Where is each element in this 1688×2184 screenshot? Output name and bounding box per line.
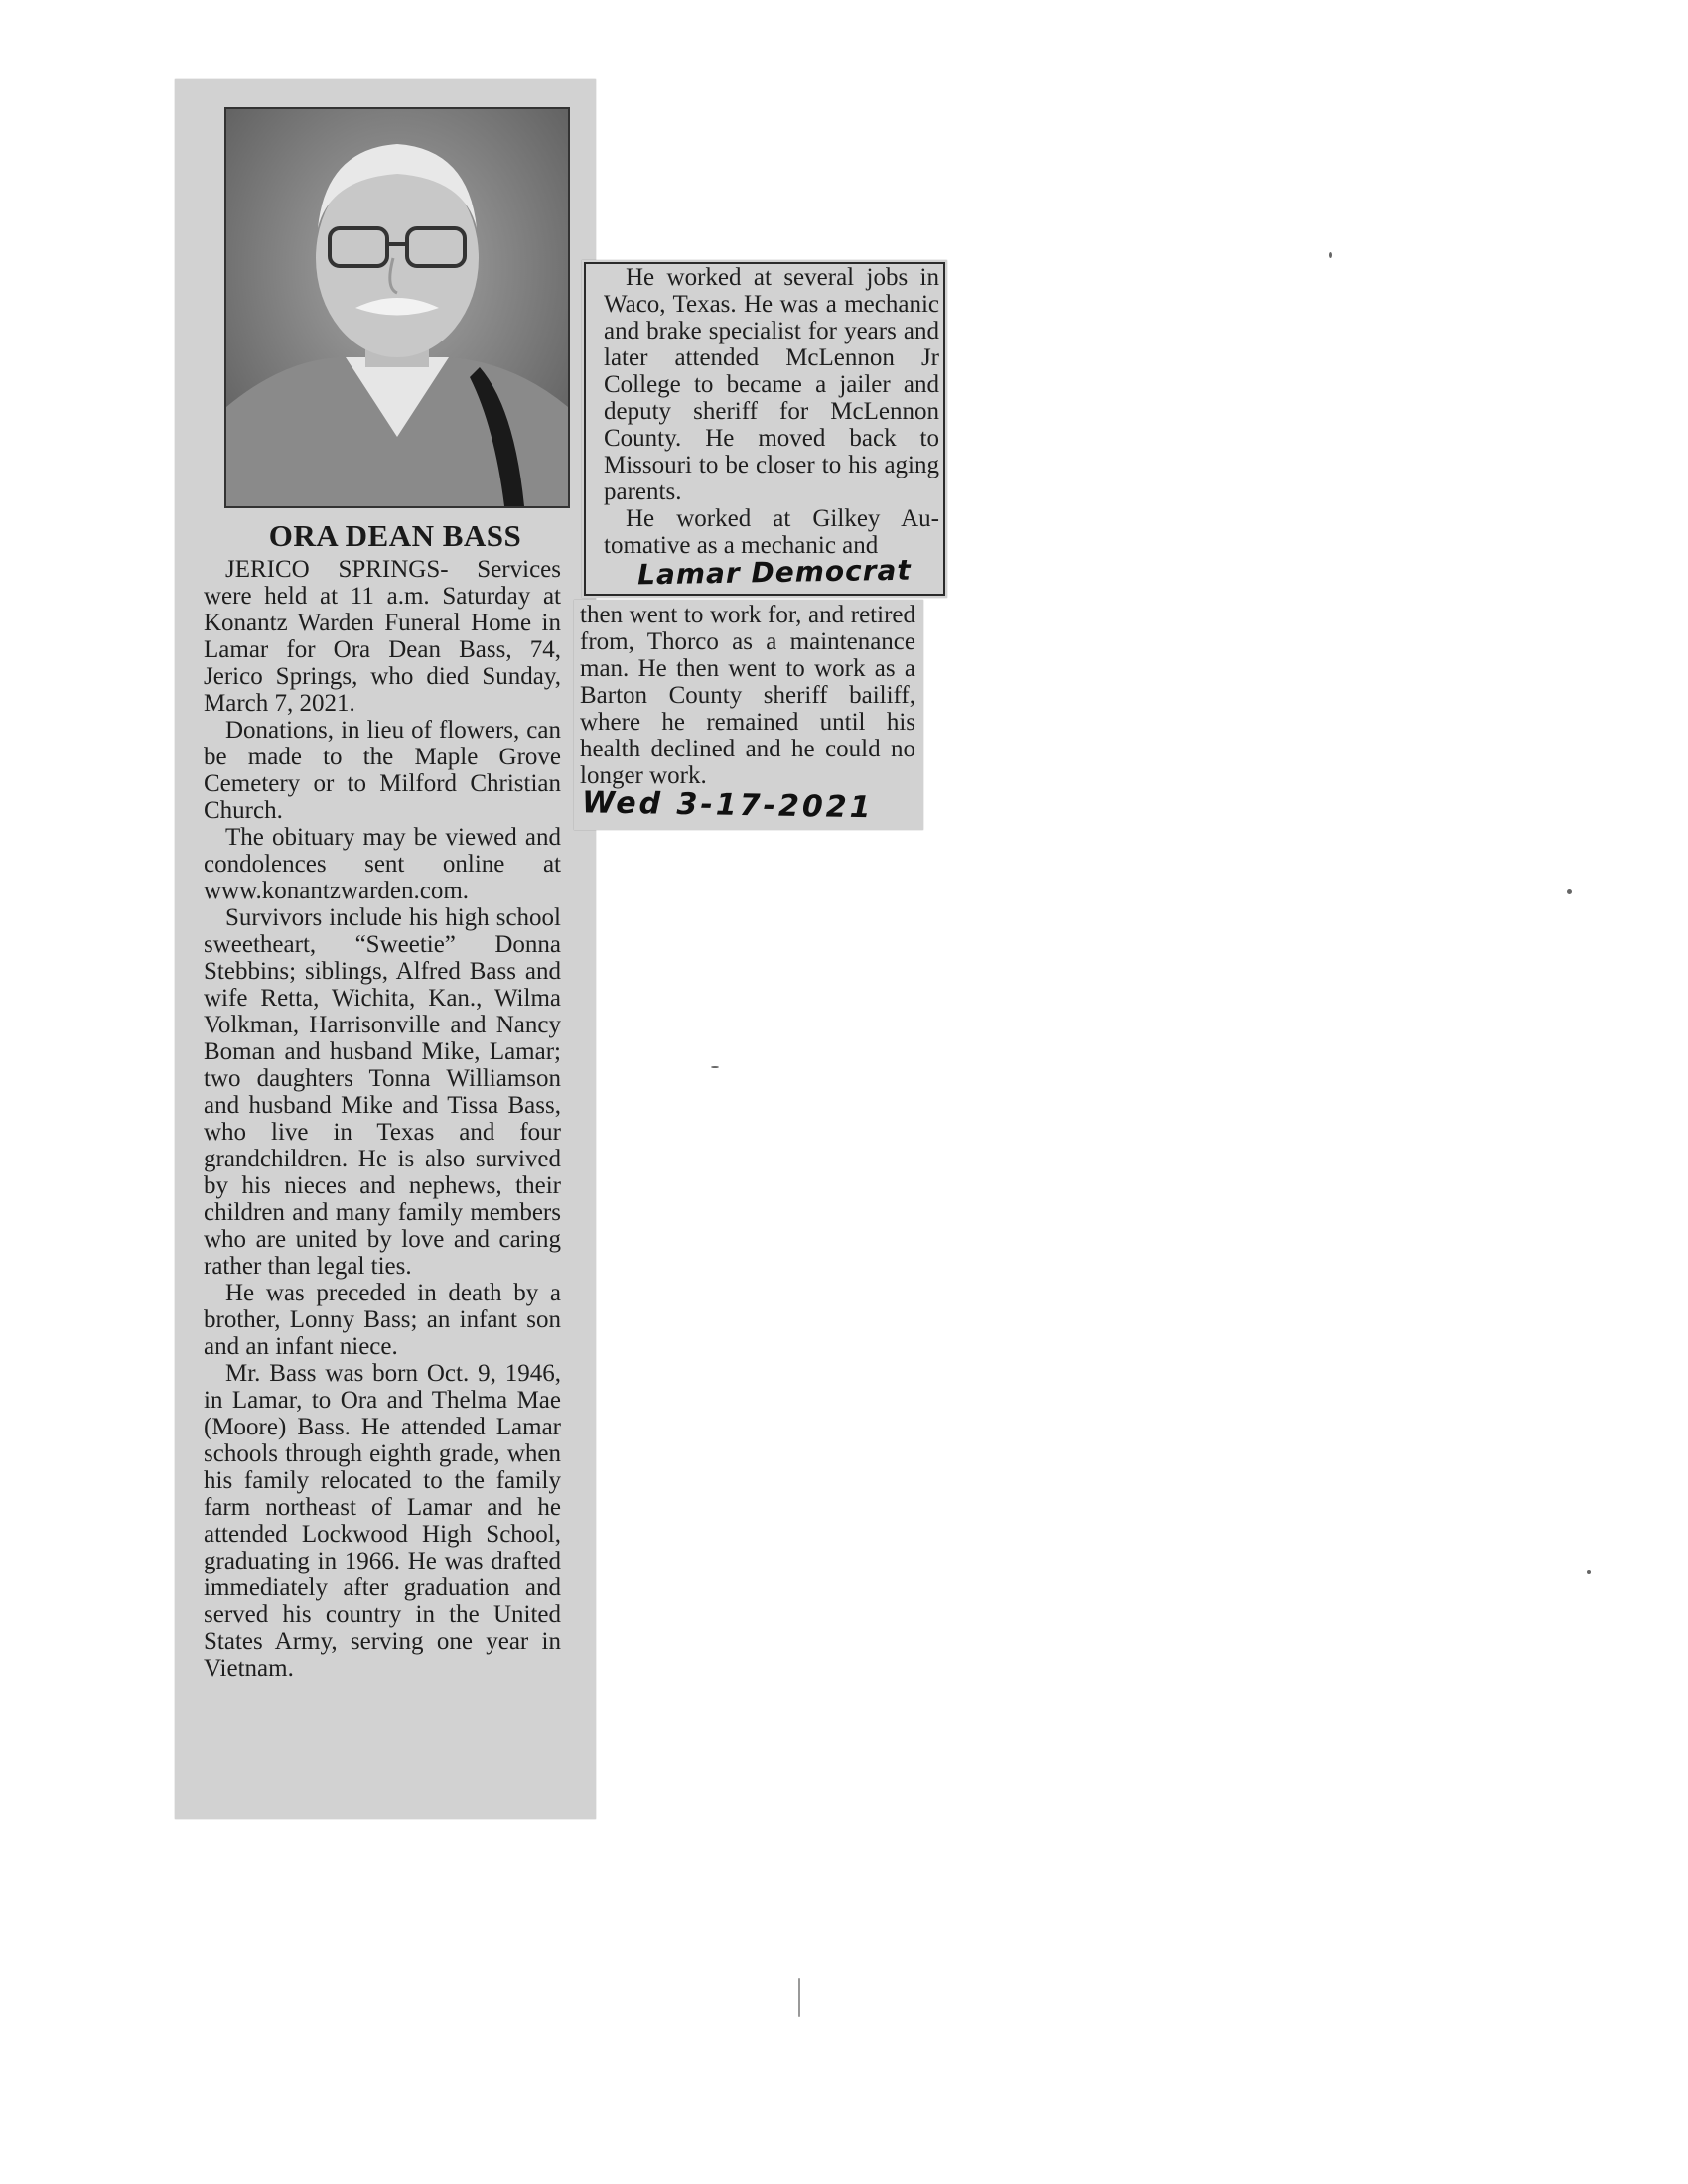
scan-speck	[1329, 252, 1332, 258]
paragraph-waco: He worked at several jobs in Waco, Texas. He was a mechanic and brake specialist for years and later attended McLennon Jr College to became a jailer and deputy sheriff for McLennon County. He moved back to Missouri to be closer to his aging parents.	[604, 264, 939, 505]
obituary-continuation-top	[604, 264, 939, 559]
scan-speck	[711, 1066, 719, 1068]
portrait-photo	[224, 107, 570, 508]
obituary-headline: ORA DEAN BASS	[268, 518, 522, 553]
handwritten-newspaper-name: Lamar Democrat	[636, 553, 913, 592]
scan-speck	[1567, 889, 1572, 894]
paragraph-gilkey: He worked at Gilkey Automative as a mechanic and	[604, 505, 939, 559]
handwritten-clipping-date: Wed 3-17-2021	[581, 785, 874, 826]
obituary-main-column	[204, 556, 561, 1682]
paragraph-donations: Donations, in lieu of flowers, can be made to the Maple Grove Cemetery or to Milford Christian Church.	[204, 717, 561, 824]
scan-speck	[798, 1978, 800, 2017]
paragraph-preceded: He was preceded in death by a brother, Lonny Bass; an infant son and an infant niece.	[204, 1280, 561, 1360]
portrait-illustration	[226, 109, 568, 506]
obituary-continuation-bottom	[580, 602, 915, 789]
scan-speck	[1587, 1570, 1591, 1574]
paragraph-biography: Mr. Bass was born Oct. 9, 1946, in Lamar, to Ora and Thelma Mae (Moore) Bass. He attended Lamar schools through eighth grade, when his family relocated to the family farm northeast of Lamar and he attended Lockwood High School, graduating in 1966. He was drafted immediately after graduation and served his country in the United States Army, serving one year in Vietnam.	[204, 1360, 561, 1682]
paragraph-thorco: then went to work for, and retired from, Thorco as a maintenance man. He then went to work as a Barton County sheriff bailiff, where he remained until his health declined and he could no longer work.	[580, 602, 915, 789]
paragraph-online: The obituary may be viewed and condolences sent online at www.konantzwarden.com.	[204, 824, 561, 904]
paragraph-services: JERICO SPRINGS- Services were held at 11 a.m. Saturday at Konantz Warden Funeral Home in Lamar for Ora Dean Bass, 74, Jerico Springs, who died Sunday, March 7, 2021.	[204, 556, 561, 717]
paragraph-survivors: Survivors include his high school sweetheart, “Sweetie” Donna Stebbins; siblings, Alfred Bass and wife Retta, Wichita, Kan., Wilma Volkman, Harrisonville and Nancy Boman and husband Mike, Lamar; two daughters Tonna Williamson and husband Mike and Tissa Bass, who live in Texas and four grandchildren. He is also survived by his nieces and nephews, their children and many family members who are united by love and caring rather than legal ties.	[204, 904, 561, 1280]
